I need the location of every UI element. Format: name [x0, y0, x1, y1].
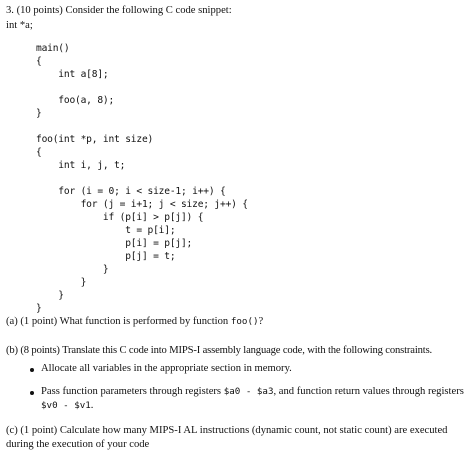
part-b-question: (b) (8 points) Translate this C code into MIPS-I assembly language code, with the following constraints. — [6, 345, 433, 356]
part-a-question — [6, 315, 468, 329]
code-line: { — [36, 56, 42, 67]
code-line: t = p[i]; — [36, 225, 176, 236]
code-line: if (p[i] > p[j]) { — [36, 212, 204, 223]
code-line: p[i] = p[j]; — [36, 238, 193, 249]
code-line: for (i = 0; i < size-1; i++) { — [36, 186, 226, 197]
part-b-bullet-1: Allocate all variables in the appropriate section in memory. — [41, 363, 292, 374]
code-line: int i, j, t; — [36, 160, 126, 171]
code-line: main() — [36, 43, 70, 54]
code-line: for (j = i+1; j < size; j++) { — [36, 199, 248, 210]
bullet-2-middle: , and function return values through registers — [273, 386, 464, 397]
code-line: foo(int *p, int size) — [36, 134, 154, 145]
part-a-suffix: ? — [258, 316, 264, 327]
part-a-prefix: (a) (1 point) What function is performed by function — [6, 316, 231, 327]
global-declaration: int *a; — [6, 20, 33, 31]
code-line: } — [36, 290, 64, 301]
code-line: int a[8]; — [36, 69, 109, 80]
part-b-bullet-2 — [41, 385, 467, 413]
part-c-question: (c) (1 point) Calculate how many MIPS-I AL instructions (dynamic count, not static count) are executed during the execution of your code — [6, 425, 448, 450]
code-line: } — [36, 303, 42, 314]
bullet-icon — [30, 391, 34, 395]
bullet-icon — [30, 368, 34, 372]
code-line: p[j] = t; — [36, 251, 176, 262]
question-header: 3. (10 points) Consider the following C code snippet: — [6, 5, 232, 16]
code-line: } — [36, 264, 109, 275]
code-line: foo(a, 8); — [36, 95, 115, 106]
part-a-code: foo() — [230, 316, 259, 327]
bullet-2-suffix: . — [90, 400, 94, 411]
code-line: } — [36, 108, 42, 119]
bullet-2-register-range-v: $v0 - $v1 — [41, 400, 91, 411]
code-line: { — [36, 147, 42, 158]
bullet-2-prefix: Pass function parameters through registers — [41, 386, 224, 397]
code-line: } — [36, 277, 87, 288]
bullet-2-register-range-a: $a0 - $a3 — [223, 386, 274, 397]
